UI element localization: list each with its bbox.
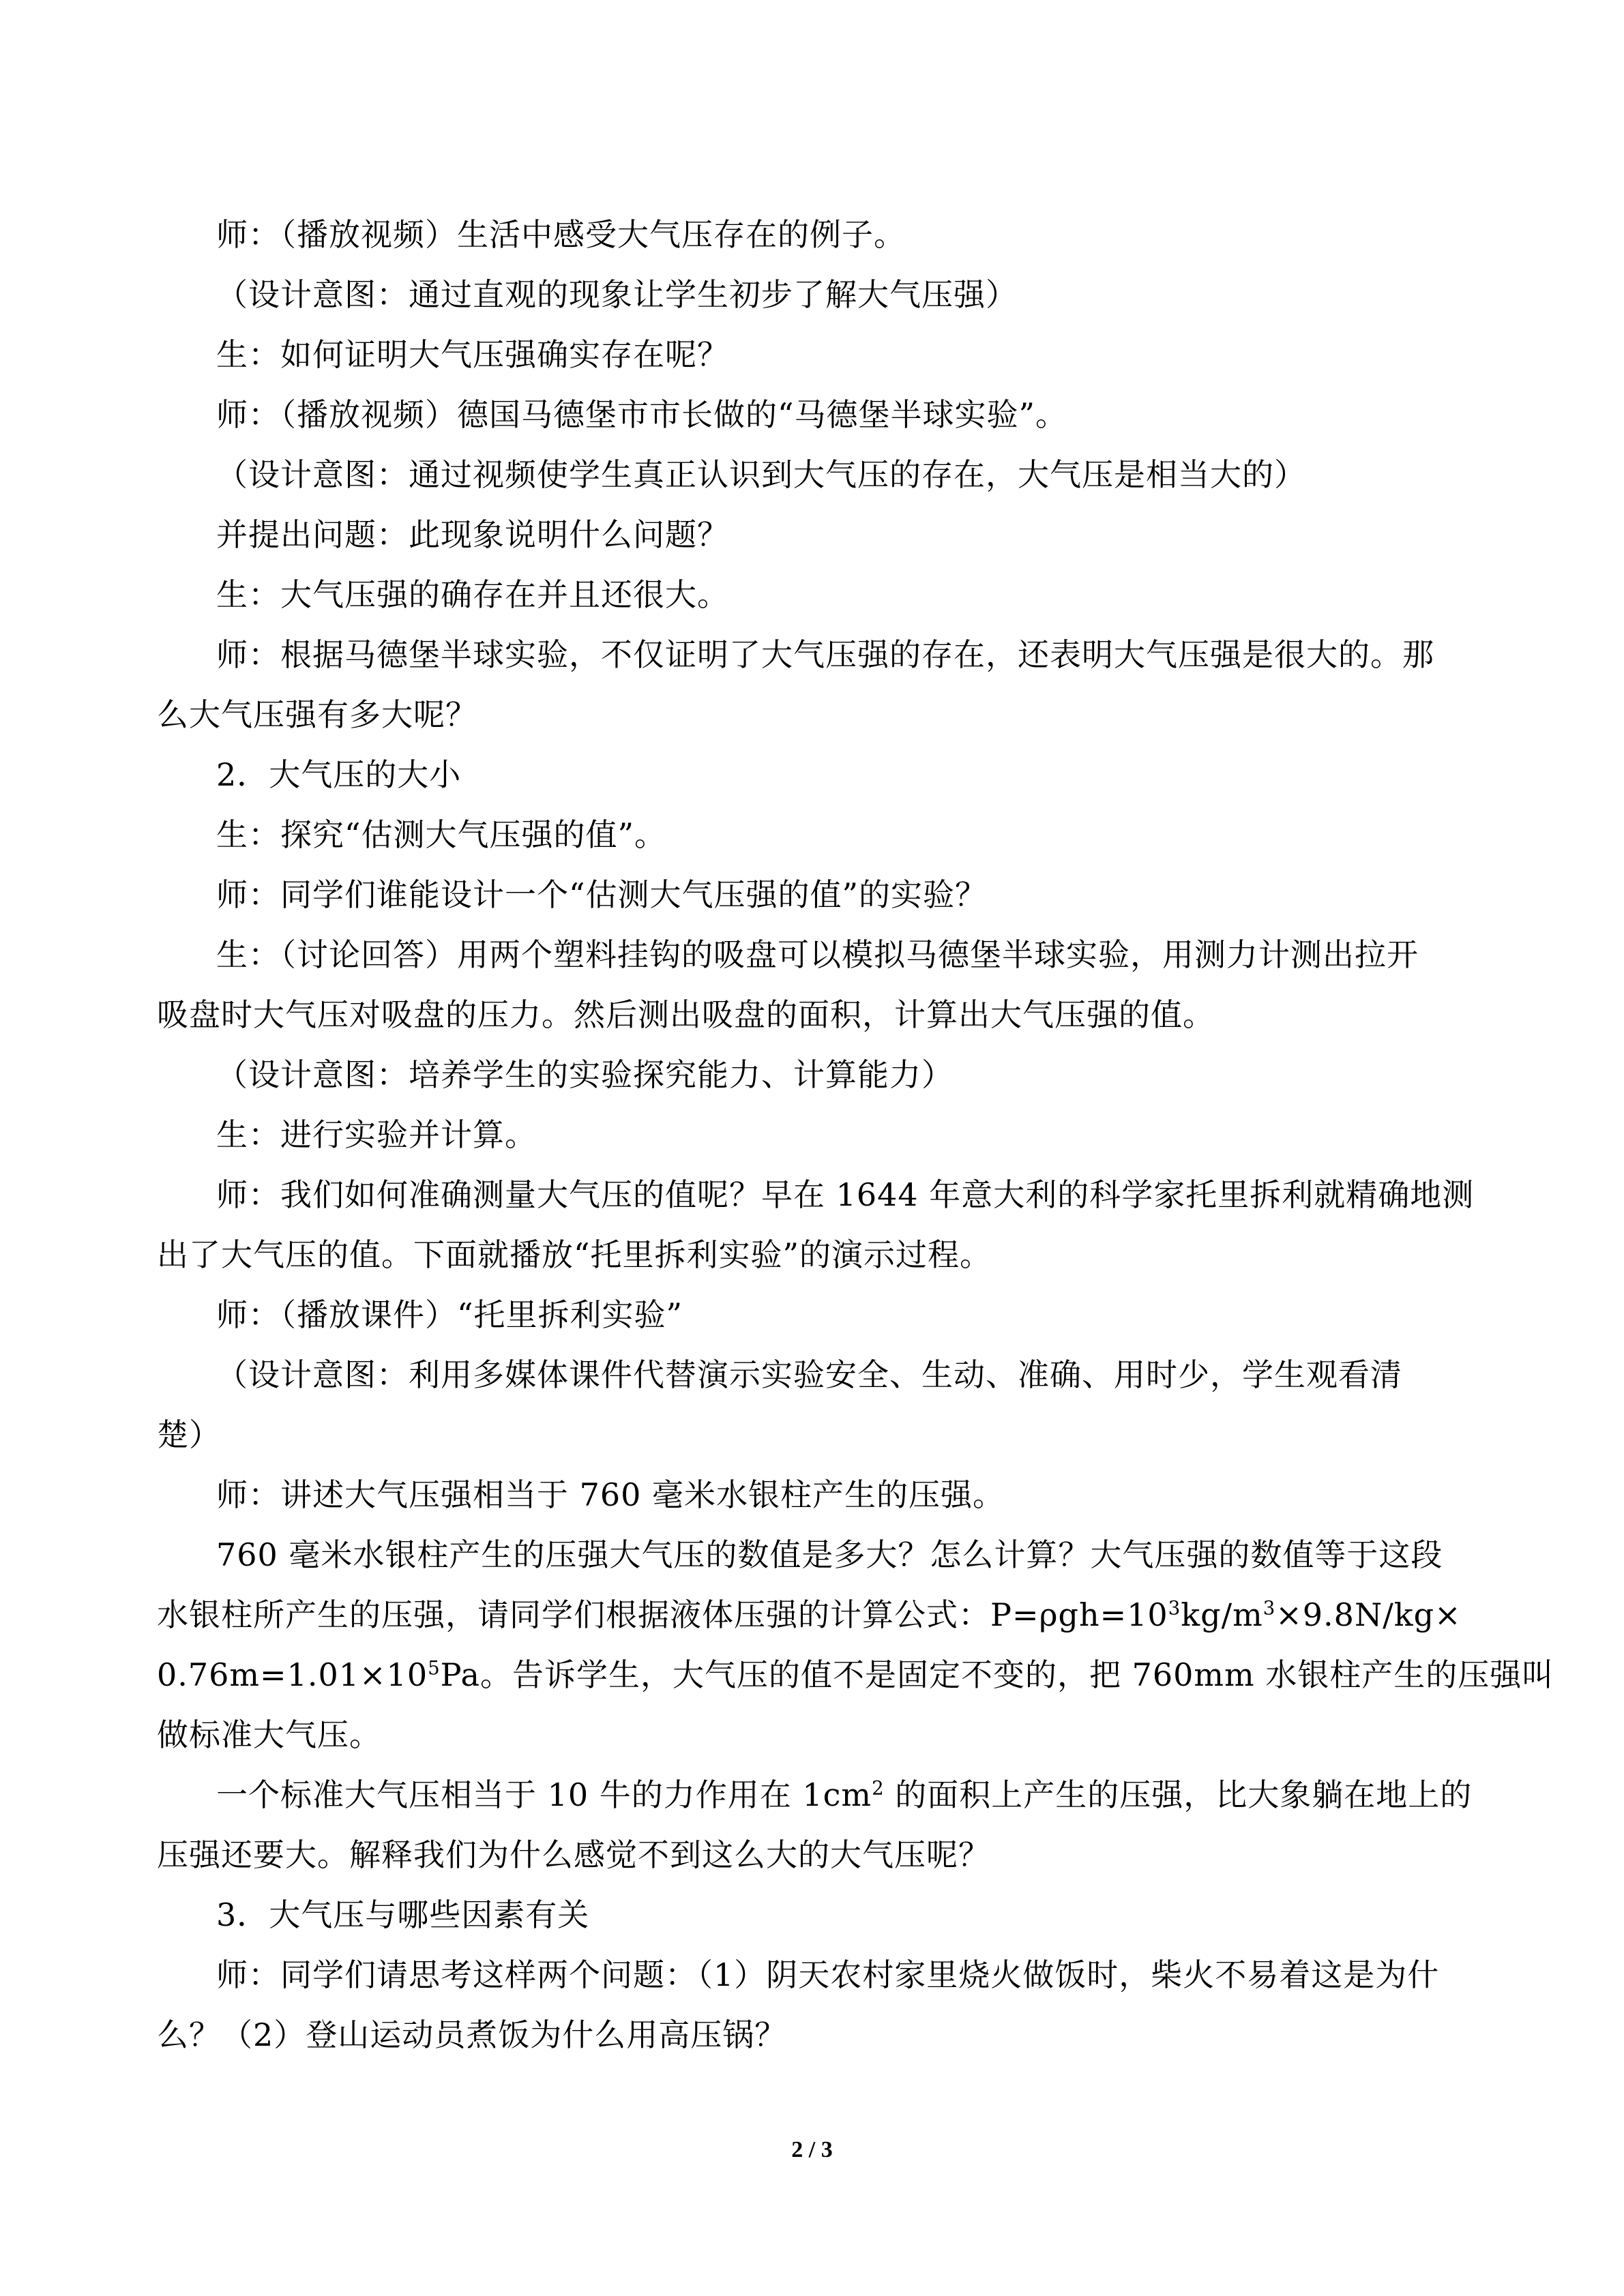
paragraph-line: 师：同学们谁能设计一个“估测大气压强的值”的实验？ bbox=[216, 876, 988, 913]
formula-text: 一个标准大气压相当于 10 牛的力作用在 1cm bbox=[216, 1776, 872, 1813]
design-intent-line: （设计意图：利用多媒体课件代替演示实验安全、生动、准确、用时少，学生观看清 bbox=[216, 1356, 1402, 1393]
superscript: 5 bbox=[428, 1656, 441, 1680]
design-intent-line: （设计意图：通过直观的现象让学生初步了解大气压强） bbox=[216, 276, 1018, 313]
formula-line bbox=[157, 1645, 1554, 1705]
paragraph-line: 师：我们如何准确测量大气压的值呢？早在 1644 年意大利的科学家托里拆利就精确地测 bbox=[216, 1176, 1475, 1213]
design-intent-line: （设计意图：培养学生的实验探究能力、计算能力） bbox=[216, 1056, 954, 1093]
formula-text: ×9.8N/kg× bbox=[1275, 1596, 1462, 1633]
formula-text: 水银柱所产生的压强，请同学们根据液体压强的计算公式：P=ρgh=10 bbox=[157, 1596, 1168, 1633]
formula-text: 的面积上产生的压强，比大象躺在地上的 bbox=[884, 1776, 1473, 1813]
paragraph-line: 师：（播放视频）德国马德堡市市长做的“马德堡半球实验”。 bbox=[216, 396, 1068, 433]
superscript: 2 bbox=[872, 1776, 885, 1800]
paragraph-line: 出了大气压的值。下面就播放“托里拆利实验”的演示过程。 bbox=[157, 1236, 992, 1273]
paragraph-line: 师：（播放课件）“托里拆利实验” bbox=[216, 1296, 683, 1333]
formula-text: kg/m bbox=[1181, 1596, 1263, 1633]
superscript: 3 bbox=[1168, 1596, 1181, 1620]
section-heading: 3．大气压与哪些因素有关 bbox=[216, 1896, 590, 1933]
paragraph-line: 生：探究“估测大气压强的值”。 bbox=[216, 816, 667, 853]
paragraph-line: 师：同学们请思考这样两个问题：（1）阴天农村家里烧火做饭时，柴火不易着这是为什 bbox=[216, 1956, 1440, 1993]
page-number: 2 / 3 bbox=[791, 2137, 833, 2162]
paragraph-line: 生：进行实验并计算。 bbox=[216, 1116, 537, 1153]
superscript: 3 bbox=[1263, 1596, 1276, 1620]
paragraph-line: 压强还要大。解释我们为什么感觉不到这么大的大气压呢？ bbox=[157, 1836, 990, 1873]
formula-text: Pa。告诉学生，大气压的值不是固定不变的，把 760mm 水银柱产生的压强叫 bbox=[440, 1656, 1554, 1693]
paragraph-line: 么？（2）登山运动员煮饭为什么用高压锅？ bbox=[157, 2016, 787, 2053]
paragraph-line: 吸盘时大气压对吸盘的压力。然后测出吸盘的面积，计算出大气压强的值。 bbox=[157, 996, 1215, 1033]
paragraph-line: 师：讲述大气压强相当于 760 毫米水银柱产生的压强。 bbox=[216, 1476, 1005, 1513]
formula-text: 0.76m=1.01×10 bbox=[157, 1656, 428, 1693]
paragraph-line: 楚） bbox=[157, 1416, 221, 1453]
paragraph-line: 做标准大气压。 bbox=[157, 1716, 381, 1753]
paragraph-line: 并提出问题：此现象说明什么问题？ bbox=[216, 516, 729, 553]
paragraph-line: 760 毫米水银柱产生的压强大气压的数值是多大？怎么计算？大气压强的数值等于这段 bbox=[216, 1536, 1443, 1573]
formula-line bbox=[157, 1585, 1473, 1645]
paragraph-line: 么大气压强有多大呢？ bbox=[157, 696, 477, 733]
paragraph-line: 师：（播放视频）生活中感受大气压存在的例子。 bbox=[216, 216, 906, 253]
paragraph-line: 生：大气压强的确存在并且还很大。 bbox=[216, 576, 729, 613]
page-body bbox=[157, 0, 1554, 2182]
paragraph-line: 生：如何证明大气压强确实存在呢？ bbox=[216, 336, 729, 373]
paragraph-line: 师：根据马德堡半球实验，不仅证明了大气压强的存在，还表明大气压强是很大的。那 bbox=[216, 636, 1434, 673]
section-heading: 2．大气压的大小 bbox=[216, 756, 462, 793]
design-intent-line: （设计意图：通过视频使学生真正认识到大气压的存在，大气压是相当大的） bbox=[216, 456, 1306, 493]
paragraph-line: 生：（讨论回答）用两个塑料挂钩的吸盘可以模拟马德堡半球实验，用测力计测出拉开 bbox=[216, 936, 1419, 973]
paragraph-line bbox=[157, 1765, 1533, 1825]
